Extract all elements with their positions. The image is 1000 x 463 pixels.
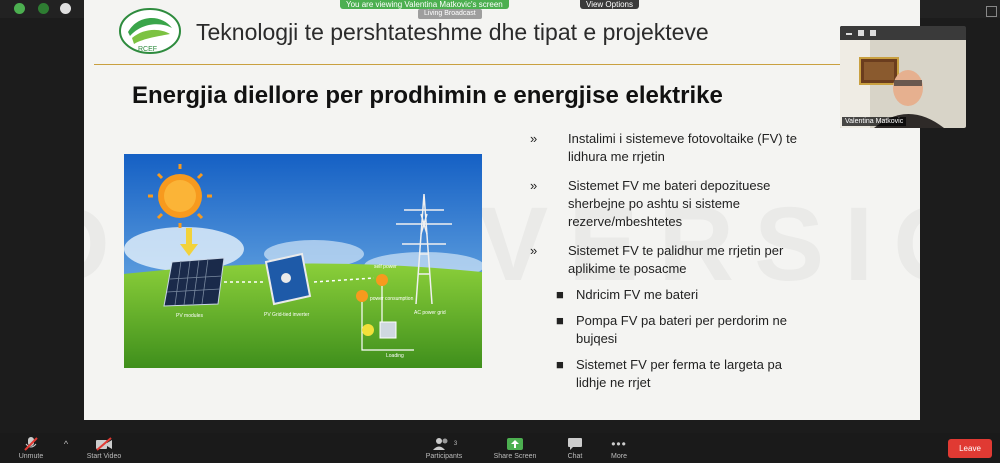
solar-system-illustration — [124, 154, 482, 368]
sub-bullet-text: Pompa FV pa bateri per perdorim ne bujqesi — [576, 313, 787, 346]
chat-button[interactable] — [560, 433, 590, 463]
sub-bullet-item — [524, 312, 814, 348]
participants-label: Participants — [425, 453, 463, 460]
video-tile-header — [840, 26, 966, 40]
bullet-marker: » — [530, 243, 538, 258]
sub-bullet-marker: ■ — [556, 287, 564, 302]
participants-icon — [420, 435, 468, 452]
participants-count: 3 — [453, 440, 458, 447]
leave-button[interactable]: Leave — [948, 439, 992, 458]
start-video-button[interactable] — [84, 433, 124, 463]
start-video-label: Start Video — [86, 453, 122, 460]
mute-label: Unmute — [18, 453, 44, 460]
bullet-marker: » — [530, 131, 538, 146]
participant-name: Valentina Matkovic — [842, 117, 906, 126]
label-loading: Loading — [386, 353, 404, 359]
slide-heading: Energjia diellore per prodhimin e energjise elektrike — [132, 82, 723, 109]
minimize-icon[interactable] — [846, 33, 852, 35]
share-screen-label: Share Screen — [493, 453, 537, 460]
participant-video-tile[interactable] — [840, 26, 966, 128]
share-screen-button[interactable] — [488, 433, 542, 463]
view-options-button[interactable]: View Options — [580, 0, 639, 9]
organization-logo — [118, 6, 182, 56]
screen-share-banner: You are viewing Valentina Matkovic's screen — [340, 0, 509, 9]
sub-bullet-marker: ■ — [556, 357, 564, 372]
meeting-toolbar — [0, 433, 1000, 463]
label-pv-modules: PV modules — [176, 313, 203, 319]
label-inverter: PV Grid-tied inverter — [264, 312, 310, 318]
slide-title: Teknologji te pershtateshme dhe tipat e projekteve — [196, 19, 709, 45]
audio-options-button[interactable] — [60, 433, 72, 463]
participants-button[interactable] — [420, 433, 468, 463]
camera-icon — [84, 435, 124, 452]
shared-screen-slide — [84, 0, 920, 420]
sub-bullet-text: Sistemet FV per ferma te largeta pa lidhje ne rrjet — [576, 357, 782, 390]
broadcast-badge[interactable]: Living Broadcast — [418, 9, 482, 19]
restore-icon[interactable] — [858, 30, 864, 36]
security-shield-icon[interactable] — [14, 3, 25, 14]
title-divider — [94, 64, 910, 65]
bullet-list — [524, 130, 814, 400]
sub-bullet-text: Ndricim FV me bateri — [576, 287, 699, 302]
label-grid: AC power grid — [414, 310, 446, 316]
sub-bullet-marker: ■ — [556, 313, 564, 328]
svg-text:RCEF: RCEF — [138, 46, 158, 53]
label-power-consumption: power consumption — [370, 296, 414, 302]
chat-label: Chat — [567, 453, 583, 460]
more-dots-icon: ••• — [611, 436, 627, 451]
microphone-icon — [16, 435, 46, 452]
bullet-text: Sistemet FV te palidhur me rrjetin per aplikime te posacme — [568, 243, 784, 276]
more-label: More — [611, 453, 627, 460]
sub-bullet-item — [524, 356, 814, 392]
more-button[interactable] — [604, 433, 634, 463]
bullet-text: Sistemet FV me bateri depozituese sherbejne po ashtu si sisteme rezerve/mbeshtetes — [568, 178, 771, 229]
sub-bullet-item — [524, 286, 814, 304]
recording-icon[interactable] — [38, 3, 49, 14]
share-screen-icon — [488, 435, 542, 452]
fullscreen-icon[interactable] — [986, 6, 997, 17]
bullet-item — [524, 177, 814, 231]
status-icon[interactable] — [60, 3, 71, 14]
tile-more-icon[interactable] — [870, 30, 876, 36]
bullet-marker: » — [530, 178, 538, 193]
mute-button[interactable] — [16, 433, 46, 463]
chevron-up-icon: ^ — [63, 438, 69, 449]
bullet-item — [524, 242, 814, 278]
bullet-item — [524, 130, 814, 166]
label-self-power: self power — [374, 264, 397, 270]
participant-video-feed — [840, 40, 966, 128]
bullet-text: Instalimi i sistemeve fotovoltaike (FV) te lidhura me rrjetin — [568, 131, 798, 164]
chat-icon — [560, 435, 590, 452]
